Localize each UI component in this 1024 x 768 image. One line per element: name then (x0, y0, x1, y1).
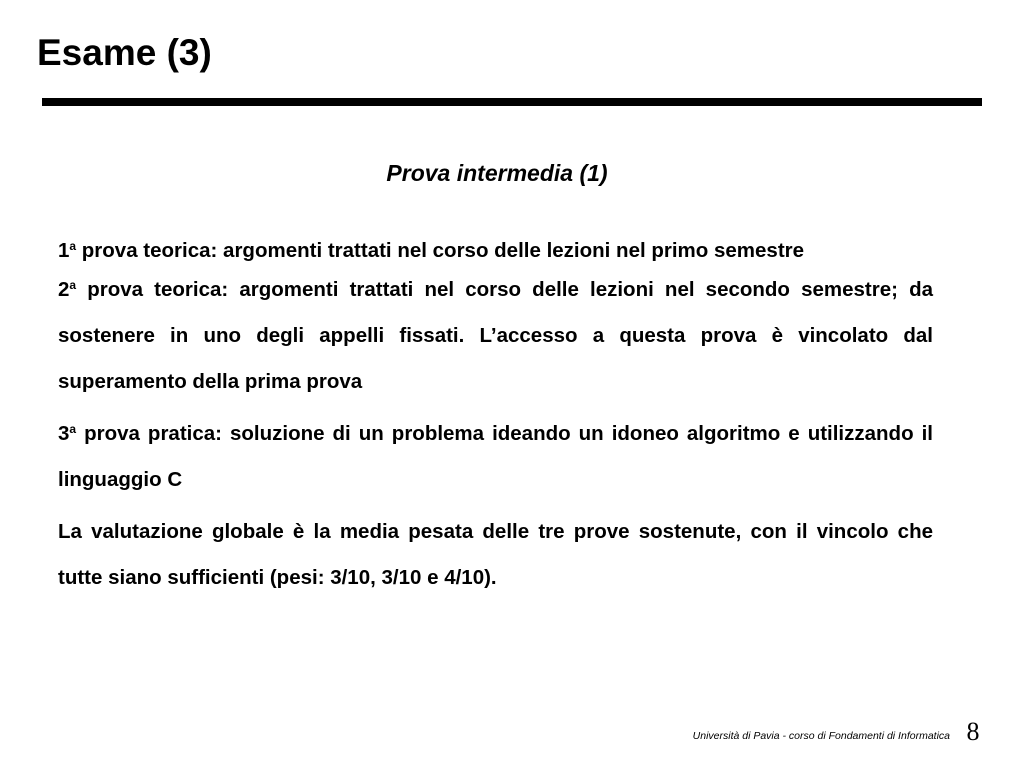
paragraph-second-exam (58, 267, 933, 405)
slide-body (58, 234, 933, 601)
paragraph-text: prova teorica: argomenti trattati nel corso delle lezioni nel primo semestre (76, 239, 805, 262)
paragraph-first-exam (58, 234, 933, 267)
page-number: 8 (966, 717, 980, 746)
ordinal-superscript: a (69, 238, 77, 253)
title-divider (42, 98, 982, 106)
slide-title: Esame (3) (37, 32, 212, 73)
paragraph-evaluation (58, 509, 933, 601)
paragraph-third-exam (58, 411, 933, 503)
paragraph-text: prova teorica: argomenti trattati nel corso delle lezioni nel secondo semestre; da sostenere in uno degli appelli fissati. L’accesso a questa prova è vincolato dal superamento della prima prova (58, 278, 933, 393)
slide-subtitle: Prova intermedia (1) (386, 160, 608, 186)
paragraph-number: 3 (58, 422, 70, 445)
footer-course-label: Università di Pavia - corso di Fondamenti di Informatica (692, 730, 950, 742)
ordinal-superscript: a (69, 277, 77, 292)
paragraph-number: 1 (58, 239, 70, 262)
paragraph-text: prova pratica: soluzione di un problema ideando un idoneo algoritmo e utilizzando il linguaggio C (58, 422, 933, 491)
paragraph-number: 2 (58, 278, 70, 301)
paragraph-text: La valutazione globale è la media pesata delle tre prove sostenute, con il vincolo che tutte siano sufficienti (pesi: 3/10, 3/10 e 4/10). (58, 520, 933, 589)
ordinal-superscript: a (69, 421, 77, 436)
